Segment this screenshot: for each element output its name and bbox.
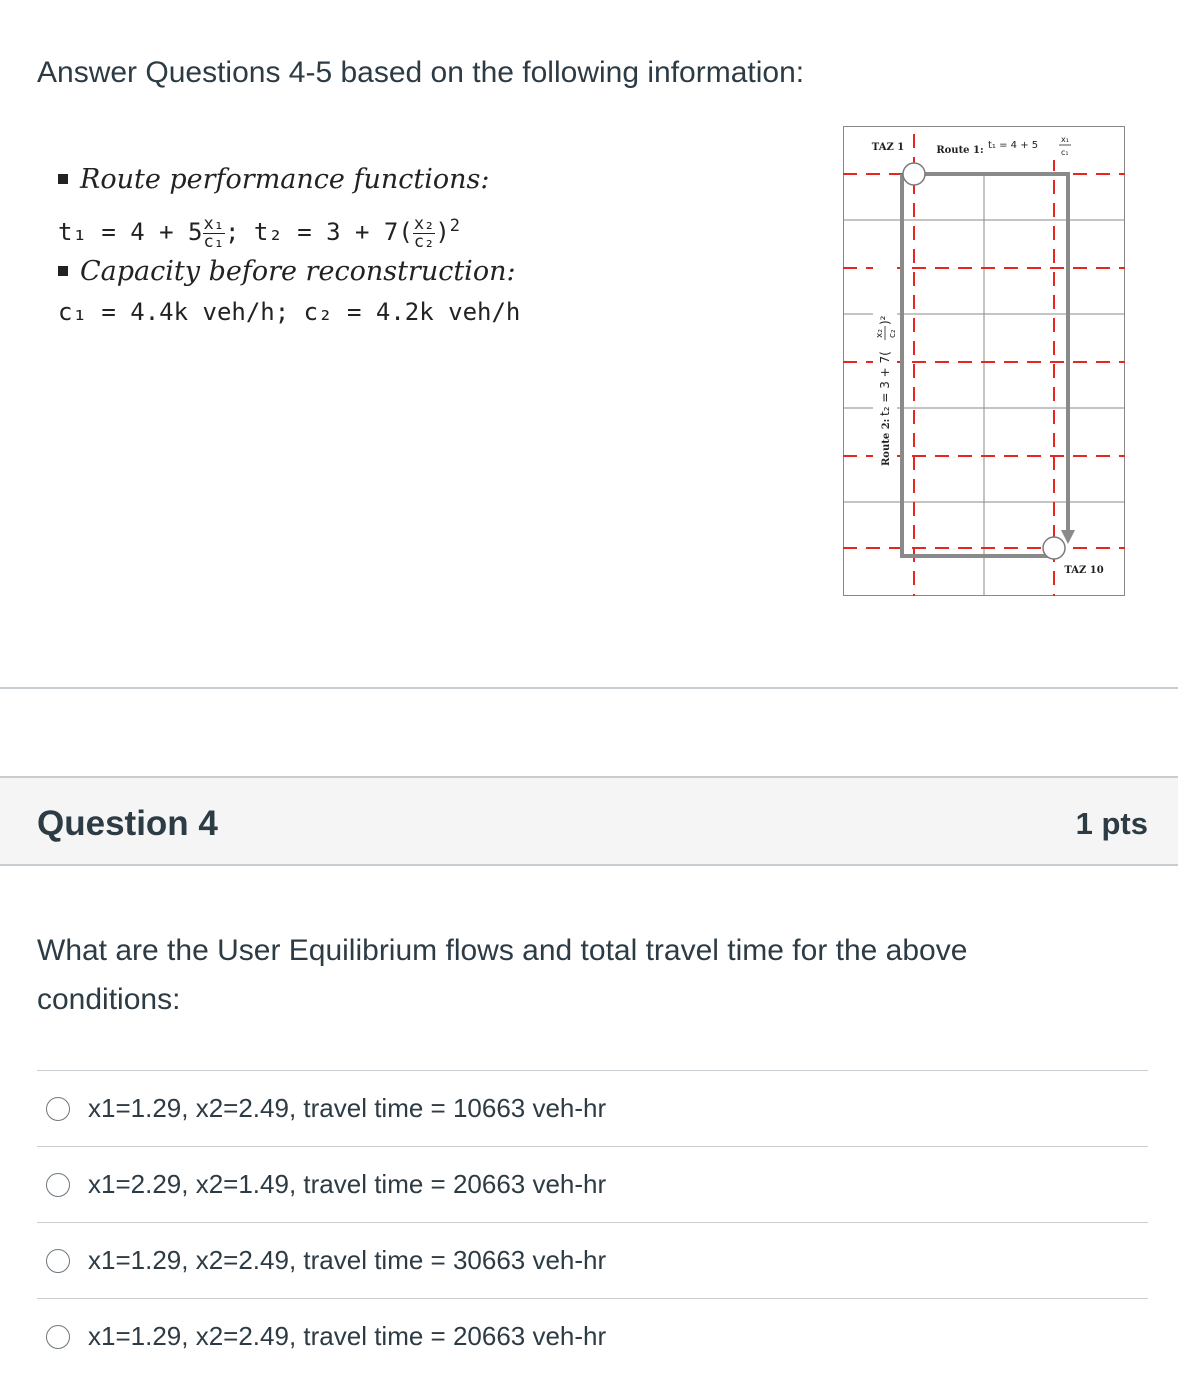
answer-option[interactable] <box>37 1222 1148 1298</box>
network-diagram <box>843 126 1125 596</box>
route-functions-equation: t₁ = 4 + 5 $\frac{\text{x₁}}{\text{c₁}}$ ; t₂ = 3 + 7( $\frac{\text{x₂}}{\text{c₂}}$ )$^2$ <box>58 213 461 252</box>
route1-label: Route 1: <box>936 145 984 156</box>
answer-label: x1=1.29, x2=2.49, travel time = 10663 veh-hr <box>88 1093 607 1123</box>
bullet-capacity-text: Capacity before reconstruction: <box>80 256 516 287</box>
route2-denominator: c₂ <box>888 329 898 338</box>
answer-list <box>37 1070 1148 1374</box>
bullet-capacity <box>58 252 618 292</box>
taz1-node-icon <box>903 163 925 185</box>
section-divider <box>0 687 1178 689</box>
route2-label: Route 2: <box>881 418 892 466</box>
bullet-square-icon <box>58 266 68 276</box>
route2-tail: )² <box>878 315 892 325</box>
question-text: What are the User Equilibrium flows and total travel time for the above conditions: <box>37 934 968 1016</box>
radio-button-icon[interactable] <box>46 1249 70 1273</box>
taz10-node-icon <box>1043 537 1065 559</box>
route2-numerator: x₂ <box>875 329 885 338</box>
route1-denominator: c₁ <box>1061 148 1069 157</box>
answer-option[interactable] <box>37 1298 1148 1374</box>
bullet-square-icon <box>58 174 68 184</box>
question-header <box>0 776 1178 866</box>
route1-equation: t₁ = 4 + 5 <box>988 140 1039 151</box>
question-points: 1 pts <box>1075 806 1148 841</box>
taz1-label: TAZ 1 <box>871 142 905 153</box>
taz10-label: TAZ 10 <box>1064 565 1104 576</box>
answer-label: x1=1.29, x2=2.49, travel time = 20663 veh-hr <box>88 1321 607 1351</box>
question-title: Question 4 <box>37 804 218 843</box>
route2-label-group <box>873 243 898 473</box>
route1-numerator: x₁ <box>1061 135 1069 144</box>
answer-option[interactable] <box>37 1070 1148 1146</box>
radio-button-icon[interactable] <box>46 1097 70 1121</box>
answer-option[interactable] <box>37 1146 1148 1222</box>
bullet-route-functions-text: Route performance functions: <box>80 164 490 195</box>
answer-label: x1=1.29, x2=2.49, travel time = 30663 veh-hr <box>88 1245 607 1275</box>
capacity-equation: c₁ = 4.4k veh/h; c₂ = 4.2k veh/h <box>58 298 521 326</box>
radio-button-icon[interactable] <box>46 1325 70 1349</box>
route2-equation: t₂ = 3 + 7( <box>878 351 892 416</box>
bullet-route-functions <box>58 160 618 200</box>
info-block <box>58 160 618 332</box>
intro-title: Answer Questions 4-5 based on the following information: <box>37 56 805 89</box>
answer-label: x1=2.29, x2=1.49, travel time = 20663 veh-hr <box>88 1169 607 1199</box>
radio-button-icon[interactable] <box>46 1173 70 1197</box>
